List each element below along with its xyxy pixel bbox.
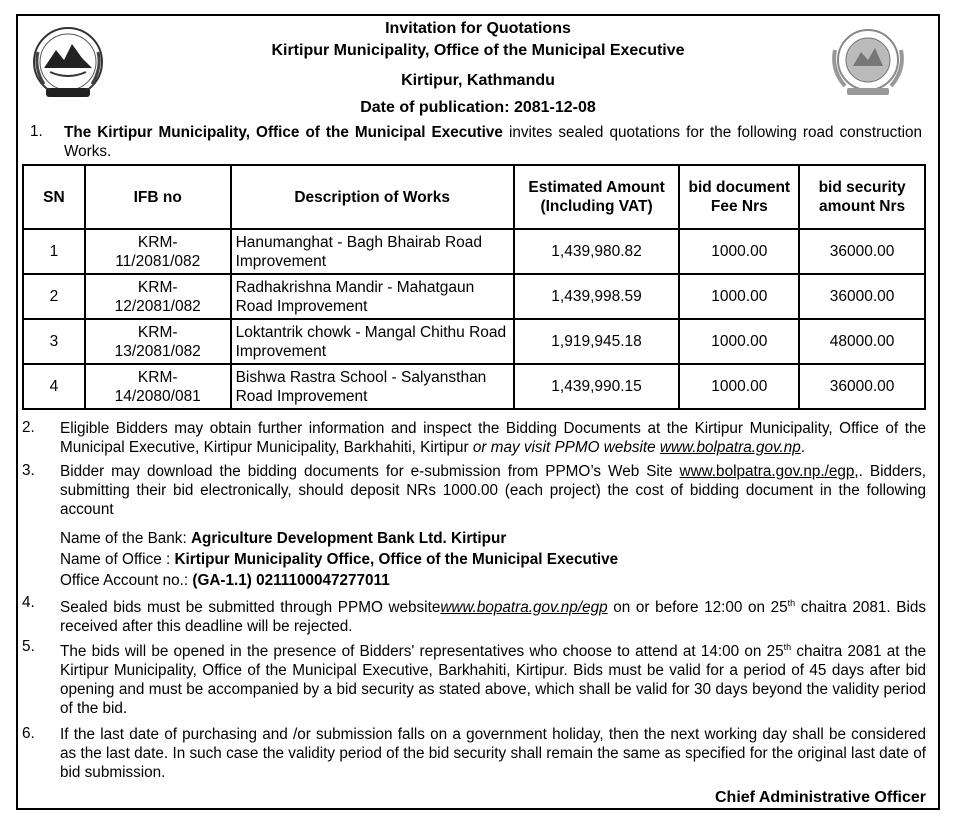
cell-sn: 1 (23, 229, 85, 274)
para-5-sup: th (783, 642, 792, 652)
egp-link[interactable]: www.bolpatra.gov.np./egp (679, 463, 855, 480)
para-3 (60, 462, 926, 519)
office-location: Kirtipur, Kathmandu (401, 72, 555, 89)
table-header-row (23, 165, 925, 229)
office-line (60, 549, 618, 570)
bank-value: Agriculture Development Bank Ltd. Kirtipur (190, 530, 507, 547)
para-4-text3: chaitra 2081. Bids received after this deadline will be rejected. (60, 599, 926, 636)
bank-label: Name of the Bank: (60, 530, 191, 547)
para-4 (60, 594, 926, 636)
para-4-text: Sealed bids must be submitted through PPMO website (60, 599, 441, 617)
cell-security: 36000.00 (799, 274, 925, 319)
cell-security: 36000.00 (799, 364, 925, 409)
para-2-number: 2. (22, 419, 35, 436)
para-2-italic: or may visit PPMO website (472, 439, 660, 456)
cell-amount: 1,439,990.15 (514, 364, 680, 409)
cell-description: Loktantrik chowk - Mangal Chithu Road Improvement (231, 319, 514, 364)
table-row (23, 364, 925, 409)
account-label: Office Account no.: (60, 572, 193, 589)
para-3-text: Bidder may download the bidding documents for e-submission from PPMO’s Web Site (60, 463, 680, 480)
office-label: Name of Office : (60, 551, 175, 568)
para-2-text: Eligible Bidders may obtain further information and inspect the Bidding Documents at the Kirtipur Municipality, Office of the Municipal Executive, Kirtipur Municipality, Barkhahiti, Kirtipur (60, 420, 926, 456)
cell-description: Bishwa Rastra School - Salyansthan Road Improvement (231, 364, 514, 409)
table-row (23, 274, 925, 319)
bopatra-link[interactable]: www.bopatra.gov.np/egp (440, 599, 608, 617)
para-3-number: 3. (22, 462, 35, 479)
office-name: Kirtipur Municipality, Office of the Municipal Executive (271, 42, 685, 59)
cell-ifb: KRM- 14/2080/081 (85, 364, 231, 409)
account-line (60, 570, 390, 591)
header-amount: Estimated Amount (Including VAT) (514, 165, 680, 229)
cell-description: Hanumanghat - Bagh Bhairab Road Improvement (231, 229, 514, 274)
cell-fee: 1000.00 (679, 274, 799, 319)
cell-sn: 2 (23, 274, 85, 319)
para-4-number: 4. (22, 594, 35, 611)
account-value: (GA-1.1) 0211100047277011 (192, 572, 390, 589)
cell-ifb: KRM- 11/2081/082 (85, 229, 231, 274)
cell-fee: 1000.00 (679, 229, 799, 274)
para-2-end: . (800, 439, 806, 456)
notice-title: Invitation for Quotations (385, 20, 571, 37)
bank-line (60, 528, 506, 549)
works-table (22, 164, 926, 410)
header-security: bid security amount Nrs (799, 165, 925, 229)
header-ifb: IFB no (85, 165, 231, 229)
cell-amount: 1,439,980.82 (514, 229, 680, 274)
para-5-number: 5. (22, 638, 35, 655)
para-3-text2: ,. Bidders, submitting their bid electronically, should deposit NRs 1000.00 (each project) the cost of bidding document in the following account (60, 463, 926, 518)
table-row (23, 229, 925, 274)
publication-date: Date of publication: 2081-12-08 (360, 99, 596, 116)
bolpatra-link[interactable]: www.bolpatra.gov.np (659, 439, 801, 456)
cell-ifb: KRM- 13/2081/082 (85, 319, 231, 364)
cell-fee: 1000.00 (679, 319, 799, 364)
header-fee: bid document Fee Nrs (679, 165, 799, 229)
cell-ifb: KRM- 12/2081/082 (85, 274, 231, 319)
para-6: If the last date of purchasing and /or submission falls on a government holiday, then the next working day shall be considered as the last date. In such case the validity period of the bid security shall remain the same as specified for the original last date of bid submission. (60, 726, 926, 781)
cell-security: 36000.00 (799, 229, 925, 274)
table-row (23, 319, 925, 364)
para-5 (60, 638, 926, 718)
para-1 (64, 123, 922, 161)
cell-description: Radhakrishna Mandir - Mahatgaun Road Improvement (231, 274, 514, 319)
para-5-text: The bids will be opened in the presence of Bidders' representatives who choose to attend at 14:00 on 25 (60, 643, 784, 661)
para-1-number: 1. (30, 123, 43, 140)
cell-amount: 1,439,998.59 (514, 274, 680, 319)
para-1-text: invites sealed quotations for the following road construction Works. (64, 124, 922, 160)
cell-amount: 1,919,945.18 (514, 319, 680, 364)
header-sn: SN (23, 165, 85, 229)
cell-sn: 4 (23, 364, 85, 409)
para-2 (60, 419, 926, 457)
header-description: Description of Works (231, 165, 514, 229)
para-4-sup: th (787, 598, 796, 608)
signature-title: Chief Administrative Officer (714, 789, 926, 806)
para-6-number: 6. (22, 725, 35, 742)
cell-fee: 1000.00 (679, 364, 799, 409)
cell-sn: 3 (23, 319, 85, 364)
cell-security: 48000.00 (799, 319, 925, 364)
para-1-bold: The Kirtipur Municipality, Office of the Municipal Executive (64, 124, 503, 141)
para-5-text2: chaitra 2081 at the Kirtipur Municipality, Office of the Municipal Executive, Barkhahiti, Kirtipur. Bids must be valid for a period of 45 days after bid opening and must be accompanied by a bid security as stated above, which shall be valid for 30 days beyond the validity period of the bid. (60, 643, 926, 718)
office-value: Kirtipur Municipality Office, Office of the Municipal Executive (174, 551, 619, 568)
para-4-text2: on or before 12:00 on 25 (607, 599, 788, 617)
